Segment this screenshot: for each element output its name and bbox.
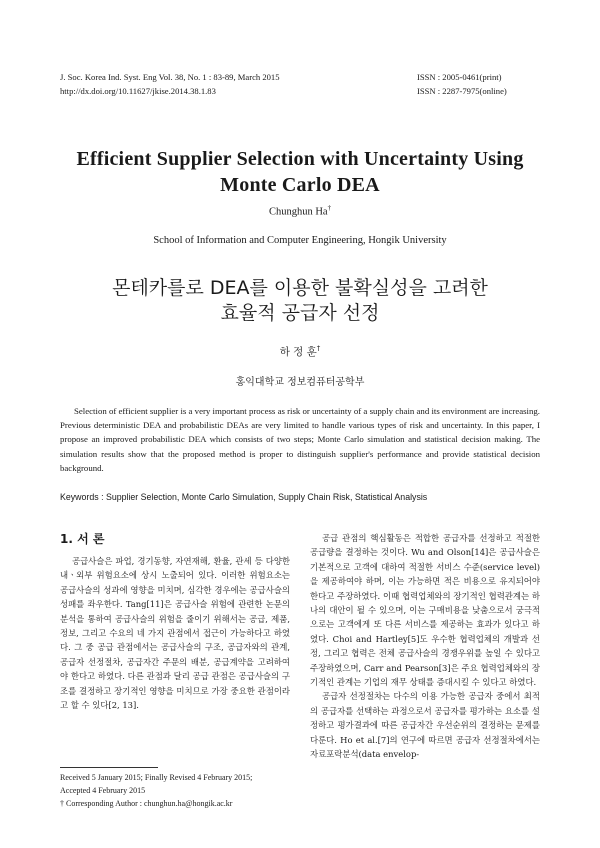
keywords [60,490,540,504]
title-ko-line2: 효율적 공급자 선정 [220,302,380,324]
left-column [60,530,290,712]
footnote-divider [60,767,158,768]
issn-print: ISSN : 2005-0461(print) [417,72,502,82]
affiliation-english: School of Information and Computer Engineering, Hongik University [153,235,447,246]
footnote-corresponding: † Corresponding Author : chunghun.ha@hongik.ac.kr [60,799,233,808]
corresponding-mark: † [327,204,332,212]
right-paragraph-2: 공급자 선정절차는 다수의 이용 가능한 공급자 중에서 최적의 공급자를 선택하는 과정으로서 공급자를 평가하는 요소를 설정하고 평가결과에 따른 공급자간 우선순위의 결정하는 문제를 다룬다. Ho et al.[7]의 연구에 따르면 공급자 선정절차에서는 자료포락분석(data envelop- [310,691,540,760]
title-en-line2: Monte Carlo DEA [220,174,380,196]
author-english [0,204,600,218]
paper-title-korean [60,276,540,326]
introduction-paragraph: 공급사슬은 파업, 경기동향, 자연재해, 환율, 관세 등 다양한 내ㆍ외부 위험요소에 상시 노출되어 있다. 이러한 위험요소는 공급사슬의 성과에 영향을 미치며, 심각한 경우에는 공급사슬의 성패를 좌우한다. Tang[11]은 공급사슬 위험에 관련한 논문의 분석을 통하여 공급사슬의 위험을 줄이기 위해서는 공급, 제품, 정보, 그리고 수요의 네 가지 관점에서 접근이 가능하다고 하였다. 그 중 공급 관점에서는 공급사슬의 구조, 공급자와의 관계, 공급자 선정절차, 공급자간 주문의 배분, 공급계약을 고려하여야 한다고 하였다. 다른 관점과 달리 공급 관점은 공급사슬의 구조를 결정하고 장기적인 영향을 미치므로 가장 중요한 관점이라고 할 수 있다[2, 13]. [60,556,290,711]
doi-link[interactable]: http://dx.doi.org/10.11627/jkise.2014.38.1.83 [60,86,216,96]
author-korean [0,344,600,359]
author-en-name: Chunghun Ha [268,206,328,218]
keywords-text: : Supplier Selection, Monte Carlo Simulation, Supply Chain Risk, Statistical Analysis [98,492,428,502]
corresponding-mark-ko: † [316,344,321,353]
author-ko-name: 하 정 훈 [279,346,317,358]
journal-header-right [417,70,507,98]
section-heading-introduction: 1. 서 론 [60,532,105,546]
title-ko-line1: 몬테카를로 DEA를 이용한 불확실성을 고려한 [112,277,488,299]
issn-online: ISSN : 2287-7975(online) [417,86,507,96]
title-en-line1: Efficient Supplier Selection with Uncertainty Using [76,148,524,170]
paper-title-english [60,146,540,198]
keywords-label: Keywords [60,492,99,502]
right-column [310,531,540,762]
affiliation-korean: 홍익대학교 정보컴퓨터공학부 [235,377,365,388]
journal-header-left [60,70,280,98]
footnote [60,771,295,810]
footnote-accepted: Accepted 4 February 2015 [60,786,146,795]
right-paragraph-1: 공급 관점의 핵심활동은 적합한 공급자를 선정하고 적절한 공급량을 결정하는 것이다. Wu and Olson[14]은 공급사슬은 기본적으로 고객에 대하여 적절한 서비스 수준(service level)을 제공하여야 하며, 이는 가능하면 적은 비용으로 유지되어야 한다고 주장하였다. 이때 협력업체와의 장기적인 협력관계는 하나의 대안이 될 수 있으며, 이는 구매비용을 낮춤으로서 궁극적으로는 고객에게 또 다른 서비스를 제공하는 효과가 있다고 하였다. Choi and Hartley[5]도 우수한 협력업체의 개발과 선정, 그리고 협력은 전체 공급사슬의 경쟁우위를 높일 수 있다고 주장하였으며, Carr and Pearson[3]은 주요 협력업체와의 장기적인 관계는 기업의 재무 상태를 증대시킬 수 있다고 하였다. [310,533,540,688]
abstract: Selection of efficient supplier is a very important process as risk or uncertainty of a supply chain and its environment are increasing. Previous deterministic DEA and probabilistic DEAs are very limited to handle various types of risk and uncertainty. In this paper, I propose an improved probabilistic DEA which consists of two steps; Monte Carlo simulation and statistical decision making. The simulation results show that the proposed method is proper to distinguish supplier's performance and provide statistical decision background. [60,406,540,473]
journal-citation: J. Soc. Korea Ind. Syst. Eng Vol. 38, No. 1 : 83-89, March 2015 [60,72,280,82]
footnote-received: Received 5 January 2015; Finally Revised 4 February 2015; [60,773,253,782]
